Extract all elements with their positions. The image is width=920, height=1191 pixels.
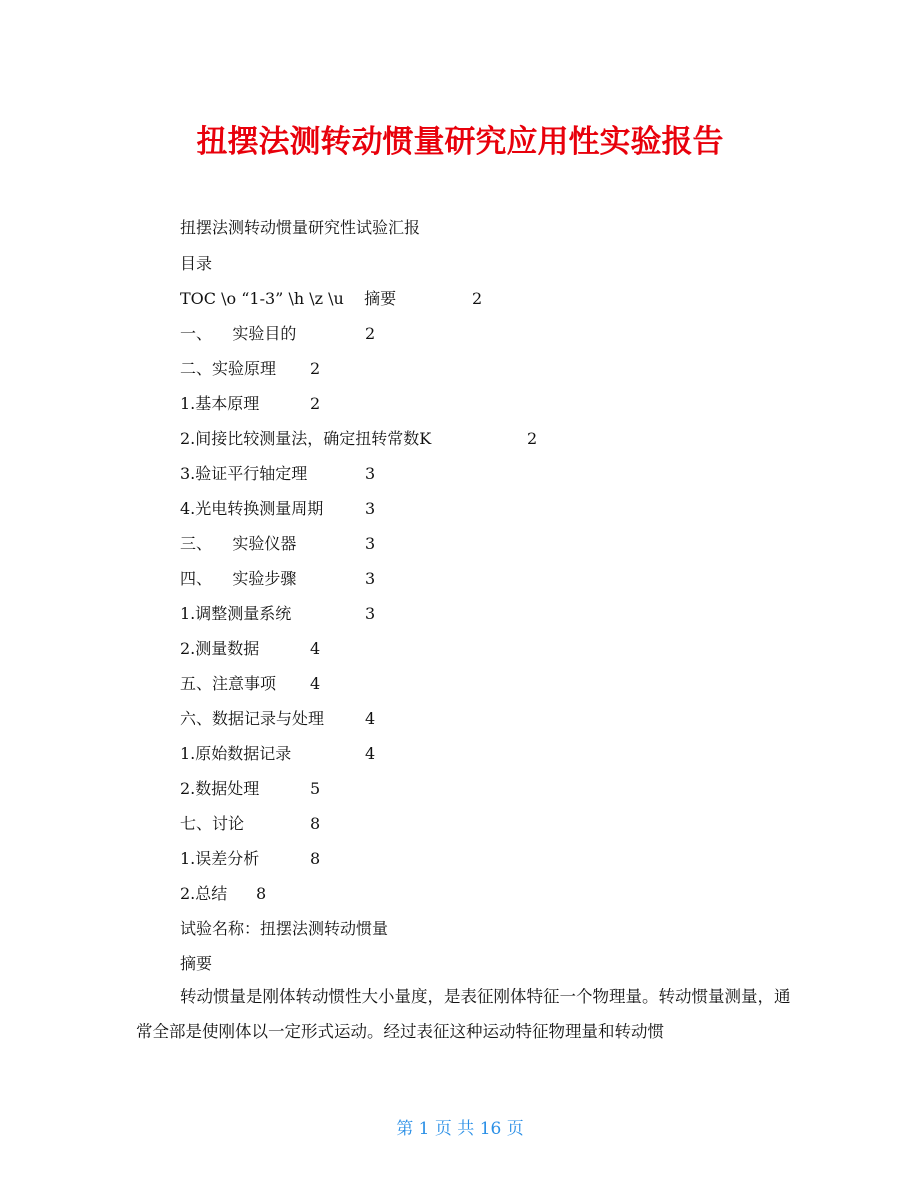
toc-entry[interactable] [180, 569, 376, 589]
toc-entry[interactable] [180, 639, 321, 659]
toc-entry-page: 2 [310, 394, 321, 413]
toc-entry-label: 2.总结 [180, 884, 228, 903]
abstract-heading: 摘要 [180, 954, 213, 973]
toc-entry[interactable] [180, 849, 321, 869]
page-footer: 第 1 页 共 16 页 [396, 1119, 524, 1139]
toc-entry[interactable] [180, 744, 376, 764]
toc-entry[interactable] [180, 429, 538, 449]
toc-entry-page: 4 [310, 674, 321, 693]
toc-entry[interactable] [180, 814, 321, 834]
toc-entry-label: 2.间接比较测量法，确定扭转常数K [180, 429, 432, 448]
toc-entry-label: 二、实验原理 [180, 359, 277, 378]
toc-entry-label: 七、讨论 [180, 814, 245, 833]
toc-entry-page: 2 [527, 429, 538, 448]
toc-entry-page: 3 [365, 604, 376, 623]
document-title: 扭摆法测转动惯量研究应用性实验报告 [196, 124, 724, 160]
toc-entry-page: 8 [310, 814, 321, 833]
toc-entry-label: 四、 实验步骤 [180, 569, 297, 588]
toc-entry-label: 1.调整测量系统 [180, 604, 292, 623]
toc-entry[interactable] [180, 884, 267, 904]
subtitle: 扭摆法测转动惯量研究性试验汇报 [180, 218, 421, 237]
toc-entry[interactable] [180, 359, 321, 379]
toc-entry-label: 五、注意事项 [180, 674, 277, 693]
toc-entry[interactable] [180, 324, 376, 344]
toc-entry[interactable] [180, 779, 321, 799]
toc-entry-page: 2 [310, 359, 321, 378]
toc-entry-page: 3 [365, 499, 376, 518]
toc-entry-label: 一、 实验目的 [180, 324, 297, 343]
toc-entry[interactable] [180, 604, 376, 624]
toc-entry-label: 2.数据处理 [180, 779, 260, 798]
toc-entry[interactable] [180, 534, 376, 554]
toc-entry-page: 4 [365, 744, 376, 763]
abstract-paragraph: 转动惯量是刚体转动惯性大小量度，是表征刚体特征一个物理量。转动惯量测量，通常全部是使刚体以一定形式运动。经过表征这种运动特征物理量和转动惯 [136, 987, 791, 1041]
toc-entry-label: TOC \o “1-3” \h \z \u 摘要 [180, 289, 397, 308]
toc-entry-label: 2.测量数据 [180, 639, 260, 658]
toc-entry[interactable] [180, 674, 321, 694]
toc-entry[interactable] [180, 499, 376, 519]
toc-entry-page: 2 [472, 289, 483, 308]
toc-entry-label: 3.验证平行轴定理 [180, 464, 308, 483]
toc-entry[interactable] [180, 289, 483, 309]
toc-entry-label: 1.原始数据记录 [180, 744, 292, 763]
toc-entry[interactable] [180, 464, 376, 484]
experiment-name: 试验名称：扭摆法测转动惯量 [180, 919, 389, 938]
toc-entry-page: 3 [365, 534, 376, 553]
toc-heading: 目录 [180, 254, 213, 273]
toc-entry-label: 1.基本原理 [180, 394, 260, 413]
toc-entry-label: 三、 实验仪器 [180, 534, 297, 553]
toc-entry-page: 3 [365, 464, 376, 483]
toc-entry[interactable] [180, 394, 321, 414]
toc-entry-label: 1.误差分析 [180, 849, 260, 868]
toc-entry-page: 8 [256, 884, 267, 903]
toc-entry-label: 4.光电转换测量周期 [180, 499, 324, 518]
toc-entry-page: 5 [310, 779, 321, 798]
toc-entry-page: 8 [310, 849, 321, 868]
toc-entry-page: 3 [365, 569, 376, 588]
toc-entry-label: 六、数据记录与处理 [180, 709, 325, 728]
toc-entry-page: 4 [365, 709, 376, 728]
toc-entry-page: 4 [310, 639, 321, 658]
toc-entry[interactable] [180, 709, 376, 729]
toc-entry-page: 2 [365, 324, 376, 343]
